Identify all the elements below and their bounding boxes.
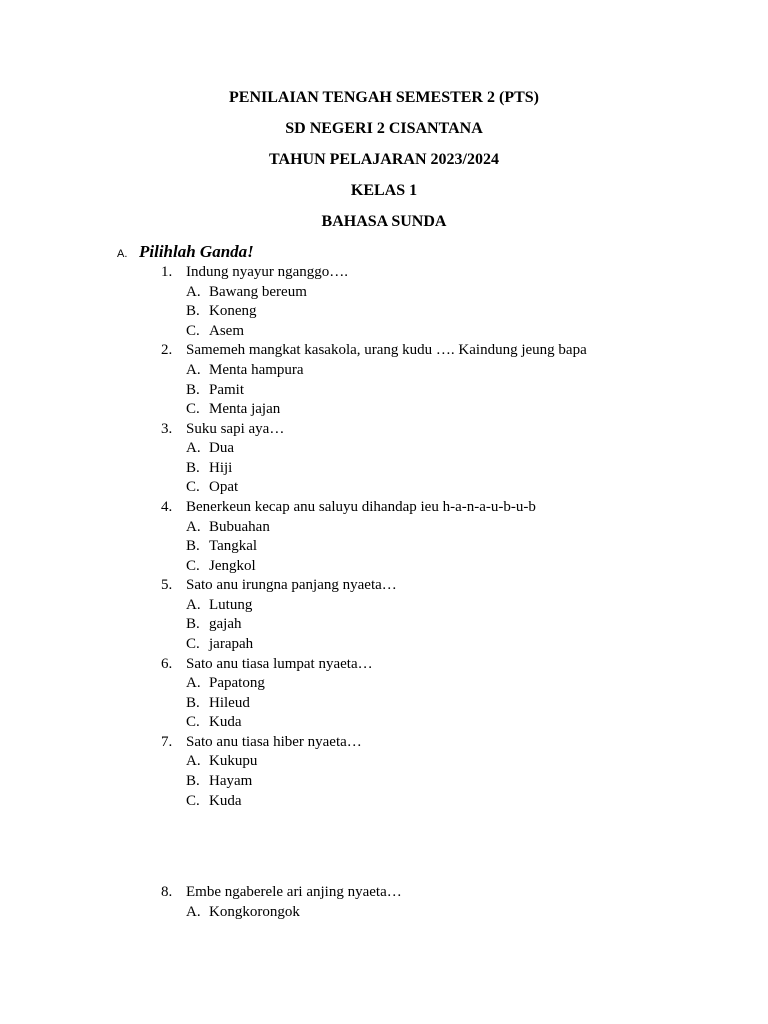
option-letter: C.	[186, 714, 200, 730]
option-letter: A.	[186, 362, 201, 378]
option-text: Papatong	[209, 675, 265, 691]
option-letter: A.	[186, 675, 201, 691]
option-text: Koneng	[209, 303, 257, 319]
option-letter: B.	[186, 538, 200, 554]
question-2-option-b	[186, 380, 244, 400]
question-8	[161, 882, 402, 902]
option-text: Hiji	[209, 460, 233, 476]
question-1	[161, 262, 348, 282]
question-number: 7.	[161, 734, 173, 750]
question-2-option-c	[186, 399, 280, 419]
question-text: Samemeh mangkat kasakola, urang kudu …. Kaindung jeung bapa	[186, 342, 587, 358]
option-text: Kongkorongok	[209, 904, 300, 920]
question-number: 1.	[161, 264, 173, 280]
question-5	[161, 575, 397, 595]
option-letter: C.	[186, 636, 200, 652]
class-level: KELAS 1	[350, 182, 418, 199]
option-text: Menta hampura	[209, 362, 304, 378]
option-letter: C.	[186, 401, 200, 417]
question-6	[161, 654, 373, 674]
option-letter: B.	[186, 695, 200, 711]
school-name: SD NEGERI 2 CISANTANA	[285, 120, 483, 137]
question-text: Indung nyayur nganggo….	[186, 264, 349, 280]
option-text: Bawang bereum	[209, 284, 307, 300]
question-number: 5.	[161, 577, 173, 593]
question-3-option-a	[186, 438, 234, 458]
question-1-option-c	[186, 321, 244, 341]
option-letter: C.	[186, 323, 200, 339]
option-text: Jengkol	[209, 558, 256, 574]
option-letter: B.	[186, 382, 200, 398]
option-text: Kuda	[209, 714, 242, 730]
question-number: 3.	[161, 421, 173, 437]
option-letter: B.	[186, 303, 200, 319]
exam-title: PENILAIAN TENGAH SEMESTER 2 (PTS)	[229, 89, 539, 106]
question-7-option-a	[186, 751, 257, 771]
question-5-option-a	[186, 595, 252, 615]
question-3-option-c	[186, 477, 238, 497]
question-4-option-c	[186, 556, 256, 576]
question-number: 4.	[161, 499, 173, 515]
option-text: Pamit	[209, 382, 245, 398]
section-title: Pilihlah Ganda!	[139, 242, 254, 261]
option-text: Kuda	[209, 793, 242, 809]
option-text: jarapah	[209, 636, 254, 652]
option-text: Hileud	[209, 695, 250, 711]
option-letter: A.	[186, 904, 201, 920]
question-7-option-b	[186, 771, 252, 791]
option-text: Opat	[209, 479, 239, 495]
option-letter: C.	[186, 793, 200, 809]
option-letter: C.	[186, 479, 200, 495]
question-2	[161, 340, 587, 360]
option-text: gajah	[209, 616, 242, 632]
academic-year: TAHUN PELAJARAN 2023/2024	[269, 151, 499, 168]
question-5-option-b	[186, 614, 241, 634]
option-letter: B.	[186, 616, 200, 632]
question-text: Benerkeun kecap anu saluyu dihandap ieu h-a-n-a-u-b-u-b	[186, 499, 536, 515]
option-text: Tangkal	[209, 538, 258, 554]
section-heading	[117, 242, 254, 262]
question-4-option-b	[186, 536, 257, 556]
question-8-option-a	[186, 902, 300, 922]
question-3-option-b	[186, 458, 232, 478]
option-text: Dua	[209, 440, 234, 456]
option-letter: A.	[186, 519, 201, 535]
option-letter: B.	[186, 460, 200, 476]
question-7-option-c	[186, 791, 242, 811]
section-letter: A.	[117, 248, 128, 260]
question-4-option-a	[186, 517, 270, 537]
question-6-option-c	[186, 712, 242, 732]
option-text: Menta jajan	[209, 401, 281, 417]
question-6-option-b	[186, 693, 250, 713]
question-7	[161, 732, 362, 752]
question-number: 8.	[161, 884, 173, 900]
option-text: Kukupu	[209, 753, 258, 769]
option-letter: A.	[186, 284, 201, 300]
question-6-option-a	[186, 673, 265, 693]
question-5-option-c	[186, 634, 253, 654]
question-4	[161, 497, 536, 517]
question-text: Suku sapi aya…	[186, 421, 285, 437]
subject-name: BAHASA SUNDA	[321, 213, 447, 230]
question-text: Embe ngaberele ari anjing nyaeta…	[186, 884, 402, 900]
option-text: Lutung	[209, 597, 253, 613]
option-letter: A.	[186, 753, 201, 769]
question-1-option-a	[186, 282, 307, 302]
question-text: Sato anu tiasa lumpat nyaeta…	[186, 656, 373, 672]
option-letter: C.	[186, 558, 200, 574]
question-1-option-b	[186, 301, 257, 321]
option-letter: A.	[186, 597, 201, 613]
option-letter: A.	[186, 440, 201, 456]
option-text: Bubuahan	[209, 519, 270, 535]
question-text: Sato anu irungna panjang nyaeta…	[186, 577, 397, 593]
question-number: 2.	[161, 342, 173, 358]
option-text: Asem	[209, 323, 244, 339]
question-2-option-a	[186, 360, 304, 380]
option-text: Hayam	[209, 773, 253, 789]
option-letter: B.	[186, 773, 200, 789]
question-number: 6.	[161, 656, 173, 672]
question-3	[161, 419, 284, 439]
question-text: Sato anu tiasa hiber nyaeta…	[186, 734, 362, 750]
